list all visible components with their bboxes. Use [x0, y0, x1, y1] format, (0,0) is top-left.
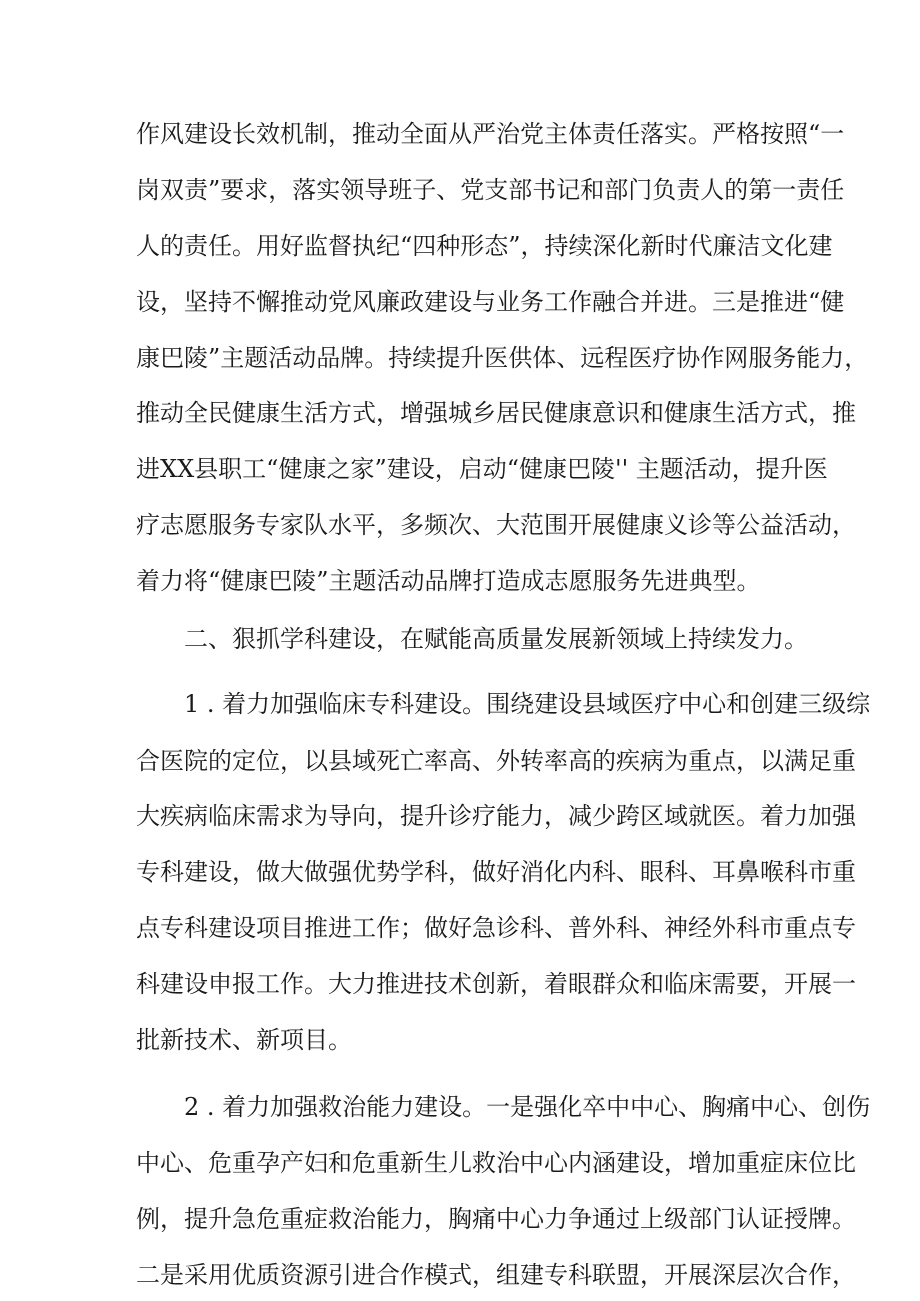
- paragraph-2-line-3: 大疾病临床需求为导向，提升诊疗能力，减少跨区域就医。着力加强: [136, 802, 856, 830]
- paragraph-2-line-1: 1 . 着力加强临床专科建设。围绕建设县域医疗中心和创建三级综: [184, 690, 871, 718]
- paragraph-1-line-4: 设，坚持不懈推动党风廉政建设与业务工作融合并进。三是推进“健: [136, 288, 845, 316]
- paragraph-3-line-4: 二是采用优质资源引进合作模式，组建专科联盟，开展深层次合作，: [136, 1261, 856, 1289]
- paragraph-2-line-7: 批新技术、新项目。: [136, 1026, 352, 1054]
- section-heading-2: 二、狠抓学科建设，在赋能高质量发展新领域上持续发力。: [184, 625, 808, 653]
- paragraph-3-line-3: 例，提升急危重症救治能力，胸痛中心力争通过上级部门认证授牌。: [136, 1205, 856, 1233]
- paragraph-1-line-6: 推动全民健康生活方式，增强城乡居民健康意识和健康生活方式，推: [136, 399, 856, 427]
- paragraph-2-line-2: 合医院的定位，以县域死亡率高、外转率高的疾病为重点，以满足重: [136, 747, 856, 775]
- paragraph-2-line-6: 科建设申报工作。大力推进技术创新，着眼群众和临床需要，开展一: [136, 970, 856, 998]
- paragraph-1-line-1: 作风建设长效机制，推动全面从严治党主体责任落实。严格按照“一: [136, 120, 845, 148]
- paragraph-1-line-2: 岗双责”要求，落实领导班子、党支部书记和部门负责人的第一责任: [136, 176, 845, 204]
- paragraph-1-line-9: 着力将“健康巴陵”主题活动品牌打造成志愿服务先进典型。: [136, 567, 761, 595]
- paragraph-1-line-7: 进XX县职工“健康之家”建设，启动“健康巴陵'' 主题活动，提升医: [136, 455, 828, 483]
- paragraph-3-line-1: 2 . 着力加强救治能力建设。一是强化卒中中心、胸痛中心、创伤: [184, 1093, 871, 1121]
- paragraph-1-line-8: 疗志愿服务专家队水平，多频次、大范围开展健康义诊等公益活动，: [136, 511, 856, 539]
- paragraph-2-line-4: 专科建设，做大做强优势学科，做好消化内科、眼科、耳鼻喉科市重: [136, 858, 856, 886]
- paragraph-2-line-5: 点专科建设项目推进工作；做好急诊科、普外科、神经外科市重点专: [136, 914, 856, 942]
- paragraph-3-line-2: 中心、危重孕产妇和危重新生儿救治中心内涵建设，增加重症床位比: [136, 1149, 856, 1177]
- paragraph-1-line-5: 康巴陵”主题活动品牌。持续提升医供体、远程医疗协作网服务能力，: [136, 344, 869, 372]
- paragraph-1-line-3: 人的责任。用好监督执纪“四种形态”，持续深化新时代廉洁文化建: [136, 232, 833, 260]
